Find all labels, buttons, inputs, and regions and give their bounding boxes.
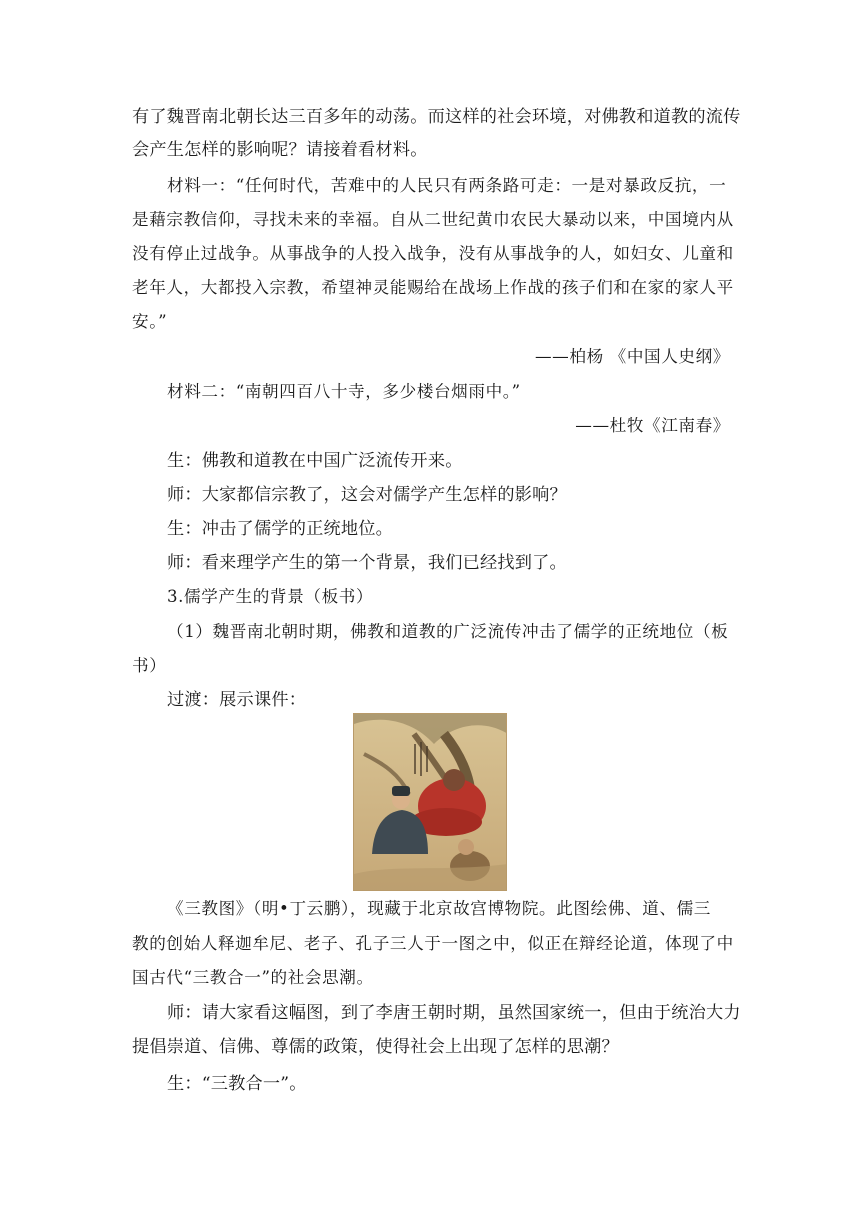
material-one-line: 安。” [132, 312, 168, 331]
source-citation: ——柏杨 《中国人史纲》 [534, 347, 730, 366]
dialogue-line: 师：请大家看这幅图，到了李唐王朝时期，虽然国家统一，但由于统治大力 [167, 1003, 741, 1023]
material-one-line: 是藉宗教信仰，寻找未来的幸福。自从二世纪黄巾农民大暴动以来，中国境内从 [132, 210, 734, 229]
caption-line: 国古代“三教合一”的社会思潮。 [132, 968, 374, 987]
dialogue-line: 生：“三教合一”。 [167, 1074, 307, 1094]
dialogue-line: 师：大家都信宗教了，这会对儒学产生怎样的影响？ [167, 485, 567, 505]
paragraph-line: 有了魏晋南北朝长达三百多年的动荡。而这样的社会环境，对佛教和道教的流传 [132, 107, 741, 127]
board-heading: 3.儒学产生的背景（板书） [167, 587, 374, 606]
material-one-line: 没有停止过战争。从事战争的人投入战争，没有从事战争的人，如妇女、儿童和 [132, 244, 734, 263]
paragraph-line: 会产生怎样的影响呢？请接着看材料。 [132, 140, 428, 160]
material-one-line: 老年人，大都投入宗教，希望神灵能赐给在战场上作战的孩子们和在家的家人平 [132, 278, 734, 297]
material-two-line: 材料二：“南朝四百八十寺，多少楼台烟雨中。” [167, 382, 521, 401]
caption-line: 《三教图》（明•丁云鹏），现藏于北京故宫博物院。此图绘佛、道、儒三 [167, 899, 711, 918]
dialogue-line: 生：冲击了儒学的正统地位。 [167, 519, 394, 539]
three-teachings-painting [353, 713, 507, 891]
dialogue-line: 师：看来理学产生的第一个背景，我们已经找到了。 [167, 553, 567, 573]
source-citation: ——杜牧《江南春》 [575, 416, 730, 435]
caption-line: 教的创始人释迦牟尼、老子、孔子三人于一图之中，似正在辩经论道，体现了中 [132, 934, 734, 953]
dialogue-line: 提倡崇道、信佛、尊儒的政策，使得社会上出现了怎样的思潮？ [132, 1037, 619, 1057]
transition-line: 过渡：展示课件： [167, 690, 307, 710]
dialogue-line: 生：佛教和道教在中国广泛流传开来。 [167, 451, 463, 471]
board-point: （1）魏晋南北朝时期，佛教和道教的广泛流传冲击了儒学的正统地位（板 [167, 622, 729, 641]
material-one-line: 材料一：“任何时代，苦难中的人民只有两条路可走：一是对暴政反抗，一 [167, 176, 727, 195]
board-point: 书） [132, 656, 167, 675]
